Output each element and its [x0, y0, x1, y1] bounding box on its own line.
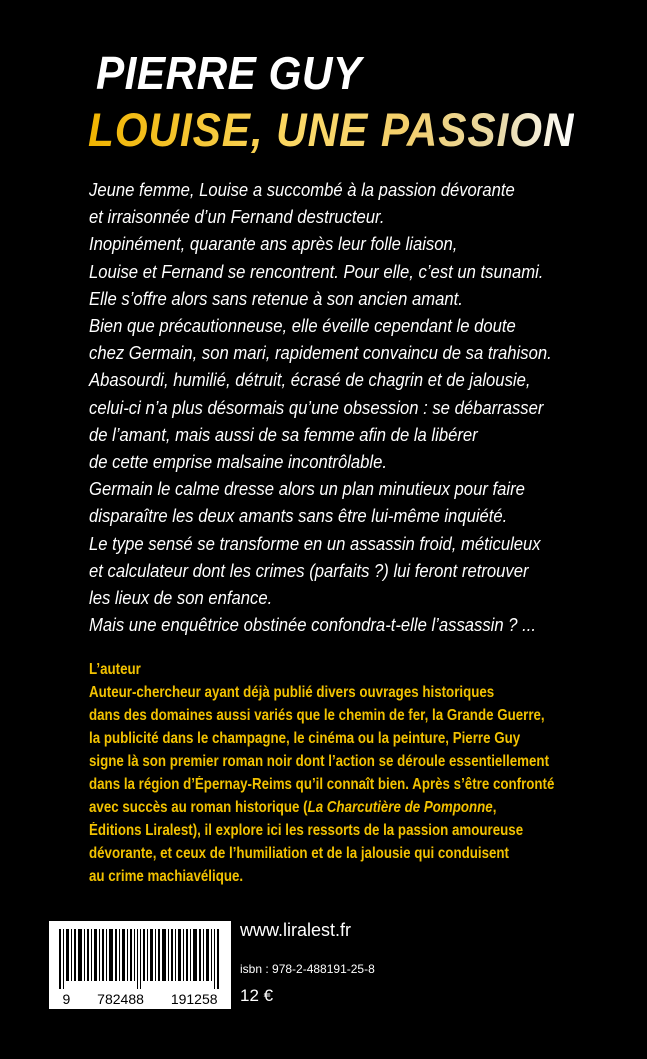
synopsis-line: Jeune femme, Louise a succombé à la passion dévorante — [89, 179, 515, 200]
synopsis-line: Abasourdi, humilié, détruit, écrasé de chagrin et de jalousie, — [89, 369, 531, 391]
book-reference: La Charcutière de Pomponne — [307, 799, 493, 816]
barcode-digit-group: 9 — [62, 991, 71, 1007]
synopsis-line: Mais une enquêtrice obstinée confondra-t-elle l’assassin ? ... — [89, 614, 537, 636]
synopsis-line: Elle s’offre alors sans retenue à son ancien amant. — [89, 287, 463, 309]
barcode-number — [49, 991, 231, 1007]
synopsis-line: Louise et Fernand se rencontrent. Pour elle, c’est un tsunami. — [89, 260, 544, 282]
synopsis — [89, 176, 609, 638]
barcode-digit-group: 191258 — [170, 991, 218, 1007]
bio-line: au crime machiavélique. — [89, 868, 244, 885]
bio-line: signe là son premier roman noir dont l’action se déroule essentiellement — [89, 753, 550, 770]
barcode-digit-group: 782488 — [97, 991, 144, 1007]
bio-line: Auteur-chercheur ayant déjà publié divers ouvrages historiques — [89, 684, 495, 701]
synopsis-line: et irraisonnée d’un Fernand destructeur. — [89, 206, 385, 228]
author-bio — [89, 658, 589, 888]
synopsis-line: chez Germain, son mari, rapidement convaincu de sa trahison. — [89, 342, 552, 364]
bio-text: avec succès au roman historique ( — [89, 799, 308, 816]
synopsis-line: Germain le calme dresse alors un plan minutieux pour faire — [89, 478, 525, 500]
bio-line: dans des domaines aussi variés que le chemin de fer, la Grande Guerre, — [89, 707, 545, 724]
synopsis-line: Inopinément, quarante ans après leur folle liaison, — [89, 233, 458, 255]
bio-line: la publicité dans le champagne, le cinéma ou la peinture, Pierre Guy — [89, 730, 521, 747]
synopsis-line: celui-ci n’a plus désormais qu’une obsession : se débarrasser — [89, 396, 544, 418]
synopsis-line: les lieux de son enfance. — [89, 587, 273, 609]
synopsis-line: Bien que précautionneuse, elle éveille cependant le doute — [89, 315, 516, 337]
bio-line: dévorante, et ceux de l’humiliation et de la jalousie qui conduisent — [89, 845, 509, 862]
synopsis-line: et calculateur dont les crimes (parfaits ?) lui feront retrouver — [89, 559, 529, 581]
bio-line: dans la région d’Épernay-Reims qu’il connaît bien. Après s’être confronté — [89, 776, 555, 793]
isbn: isbn : 978-2-488191-25-8 — [240, 962, 375, 976]
bio-line: Éditions Liralest), il explore ici les ressorts de la passion amoureuse — [89, 822, 524, 839]
synopsis-line: disparaître les deux amants sans être lui-même inquiété. — [89, 505, 508, 527]
synopsis-line: de l’amant, mais aussi de sa femme afin de la libérer — [89, 423, 478, 445]
publisher-website[interactable]: www.liralest.fr — [240, 920, 352, 940]
barcode — [49, 921, 231, 1009]
price: 12 € — [240, 986, 274, 1005]
bio-line — [89, 796, 519, 819]
bio-text: , — [492, 799, 497, 816]
synopsis-line: de cette emprise malsaine incontrôlable. — [89, 451, 388, 473]
author-name: PIERRE GUY — [96, 47, 362, 99]
bio-heading: L’auteur — [89, 661, 141, 678]
book-title: LOUISE, UNE PASSION — [88, 103, 575, 156]
synopsis-line: Le type sensé se transforme en un assassin froid, méticuleux — [89, 532, 541, 554]
barcode-bars — [55, 929, 225, 989]
